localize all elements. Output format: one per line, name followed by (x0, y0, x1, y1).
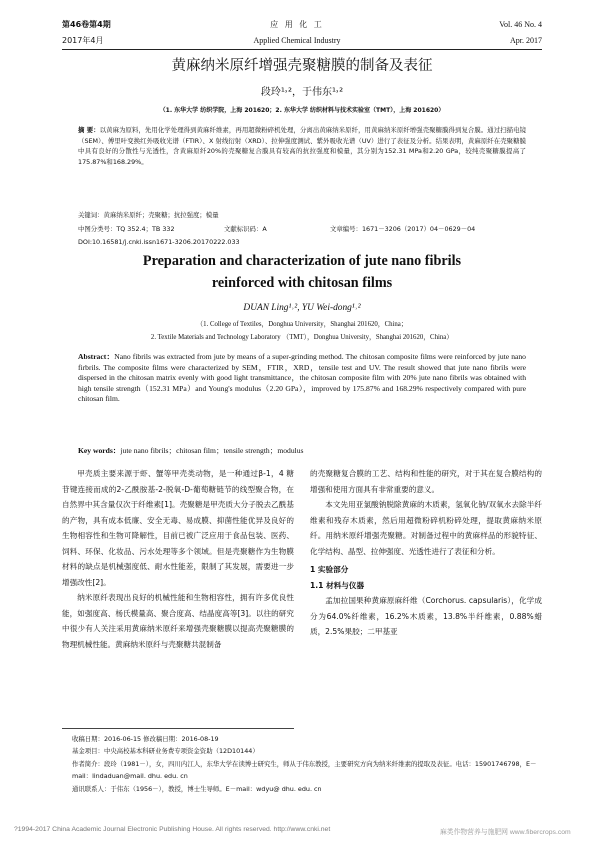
abstract-cn-text: 以黄麻为原料，先用化学处理得到黄麻纤维素，再用超微粉碎机处理，分离出黄麻纳米原纤，用黄麻纳米原纤增强壳聚糖膜得到复合膜。通过扫描电镜（SEM）、傅里叶变换红外吸收光谱（FTIR）、X 射线衍射（XRD）、拉伸强度测试、紫外吸收光谱（UV）进行了表征及分析。结果表明，黄麻原纤在壳聚糖膜中具有良好的分散性与光透性，含黄麻原纤20%的壳聚糖复合膜具有较高的抗拉强度和模量，其分别为152.31 MPa和2.20 GPa，较纯壳聚糖膜提高了175.87%和168.29%。 (78, 126, 526, 166)
cnki-copyright: ?1994-2017 China Academic Journal Electronic Publishing House. All rights reserved. http://www.cnki.net (14, 826, 331, 833)
body-paragraph: 孟加拉国果种黄麻原麻纤维（Corchorus. capsularis），化学成分为64.0%纤维素，16.2%木质素，13.8%半纤维素，0.88%蜡质，2.5%果胶；二甲基亚 (310, 596, 542, 636)
abstract-cn-label: 摘 要： (78, 126, 100, 134)
body-left-column (62, 466, 294, 652)
abstract-en-text: Nano fibrils was extracted from jute by means of a super-grinding method. The chitosan composite films were reinforced by jute nano firbrils. The composite films were characterized by SEM，FTIR，XRD，tensile test and UV. The result showed that jute nano fibrils were dispersed in the chitosan matrix evenly with good light transmittance，the chitosan composite film with 20% jute nano fibrils was obtained with high tensile strength（152.31 MPa）and Young's modulus（2.20 GPa），improved by 175.87% and 168.29% respectively compared with pure chitosan film. (78, 352, 526, 404)
journal-title-en: Applied Chemical Industry (253, 36, 341, 45)
paper-title-en-line2: reinforced with chitosan films (211, 275, 393, 291)
affiliation-cn: （1. 东华大学 纺织学院，上海 201620；2. 东华大学 纺织材料与技术实验室（TMT），上海 201620） (159, 107, 445, 114)
affiliation-en-line1: （1. College of Textiles，Donghua University，Shanghai 201620，China； (196, 321, 408, 328)
keywords-en-text: jute nano fibrils；chitosan film；tensile strength；modulus (120, 446, 304, 455)
volume-cn: 第46卷第4期 (62, 20, 111, 29)
subsection-heading: 1.1 材料与仪器 (310, 580, 365, 590)
affiliation-en-line2: 2. Textile Materials and Technology Laboratory （TMT），Donghua University，Shanghai 201620，China） (150, 334, 454, 341)
footnote-received: 收稿日期：2016-06-15 修改稿日期：2016-08-19 (72, 735, 219, 743)
keywords-en-label: Key words： (78, 446, 121, 455)
footnote-corresponding: 通讯联系人：于伟东（1956－），教授，博士生导师。E－mail：wdyu@ dhu. edu. cn (72, 784, 322, 793)
body-paragraph: 甲壳质主要来源于虾、蟹等甲壳类动物，是一种通过β-1，4 糖苷键连接而成的2-乙酰胺基-2-脱氧-D-葡萄糖链节的线型聚合物，在自然界中其含量仅次于纤维素[1]。壳聚糖是甲壳质大分子脱去乙酰基的产物，具有成本低廉、安全无毒、易成膜、抑菌性能优异及良好的生物相容性和生物可降解性，目前已被广泛应用于食品包装、医药、饲料、环保、化妆品、污水处理等多个领域。但是壳聚糖作为生物膜材料的缺点是机械强度低、耐水性能差，限制了其发展，需要进一步增强改性[2]。 (62, 469, 294, 587)
paper-title-en-line1: Preparation and characterization of jute nano fibrils (142, 253, 462, 269)
paper-title-cn: 黄麻纳米原纤增强壳聚糖膜的制备及表征 (171, 58, 433, 74)
body-paragraph: 本文先用亚氯酸钠脱除黄麻的木质素，氢氧化钠/双氧水去除半纤维素和残存木质素，然后用超微粉碎机粉碎处理，提取黄麻纳米原纤。用纳米原纤增强壳聚糖。对制备过程中的黄麻样品的形貌特征、化学结构、晶型、拉伸强度、光透性进行了表征和分析。 (310, 500, 542, 556)
authors-cn: 段玲¹˒²，于伟东¹˒² (260, 87, 344, 98)
section-heading: 1 实验部分 (310, 565, 349, 574)
body-right-column (310, 466, 542, 640)
clc-number: 中图分类号：TQ 352.4；TB 332 (78, 225, 175, 233)
doi: DOI:10.16581/j.cnki.issn1671-3206.20170222.033 (78, 238, 240, 246)
date-cn: 2017年4月 (62, 36, 104, 45)
site-watermark: 麻类作物营养与施肥网 www.fibercrops.com (440, 829, 571, 836)
abstract-cn (78, 125, 526, 167)
keywords-en (78, 446, 526, 457)
body-paragraph: 的壳聚糖复合膜的工艺、结构和性能的研究，对于其在复合膜结构的增强和使用方面具有非常重要的意义。 (310, 469, 542, 494)
article-number: 文章编号：1671－3206（2017）04－0629－04 (330, 225, 476, 233)
footnote-fund: 基金项目：中央高校基本科研业务费专项资金资助（12D10144） (72, 747, 259, 756)
abstract-en (78, 352, 526, 405)
footnotes (72, 733, 542, 795)
volume-en: Vol. 46 No. 4 (499, 20, 542, 29)
header-rule (62, 49, 542, 50)
date-en: Apr. 2017 (510, 36, 542, 45)
document-code: 文献标识码：A (224, 225, 267, 233)
body-paragraph: 纳米原纤表现出良好的机械性能和生物相容性，拥有许多优良性能，如强度高、杨氏模量高、聚合度高、结晶度高等[3]。以往的研究中很少有人关注采用黄麻纳米原纤来增强壳聚糖膜以提高壳聚糖膜的物理机械性能。黄麻纳米原纤与壳聚糖共混制备 (62, 593, 294, 649)
abstract-en-label: Abstract： (78, 352, 115, 361)
authors-en: DUAN Ling¹˒², YU Wei-dong¹˒² (243, 303, 361, 313)
keywords-cn: 关键词：黄麻纳米原纤；壳聚糖；抗拉强度；模量 (78, 211, 219, 219)
footnote-rule (62, 728, 294, 729)
footnote-author: 作者简介：段玲（1981－），女，四川内江人，东华大学在读博士研究生，师从于伟东教授，主要研究方向为纳米纤维素的提取及表征。电话：15901746798，E－mail：lindaduan@mail. dhu. edu. cn (72, 759, 537, 781)
journal-title-cn: 应 用 化 工 (270, 20, 324, 29)
